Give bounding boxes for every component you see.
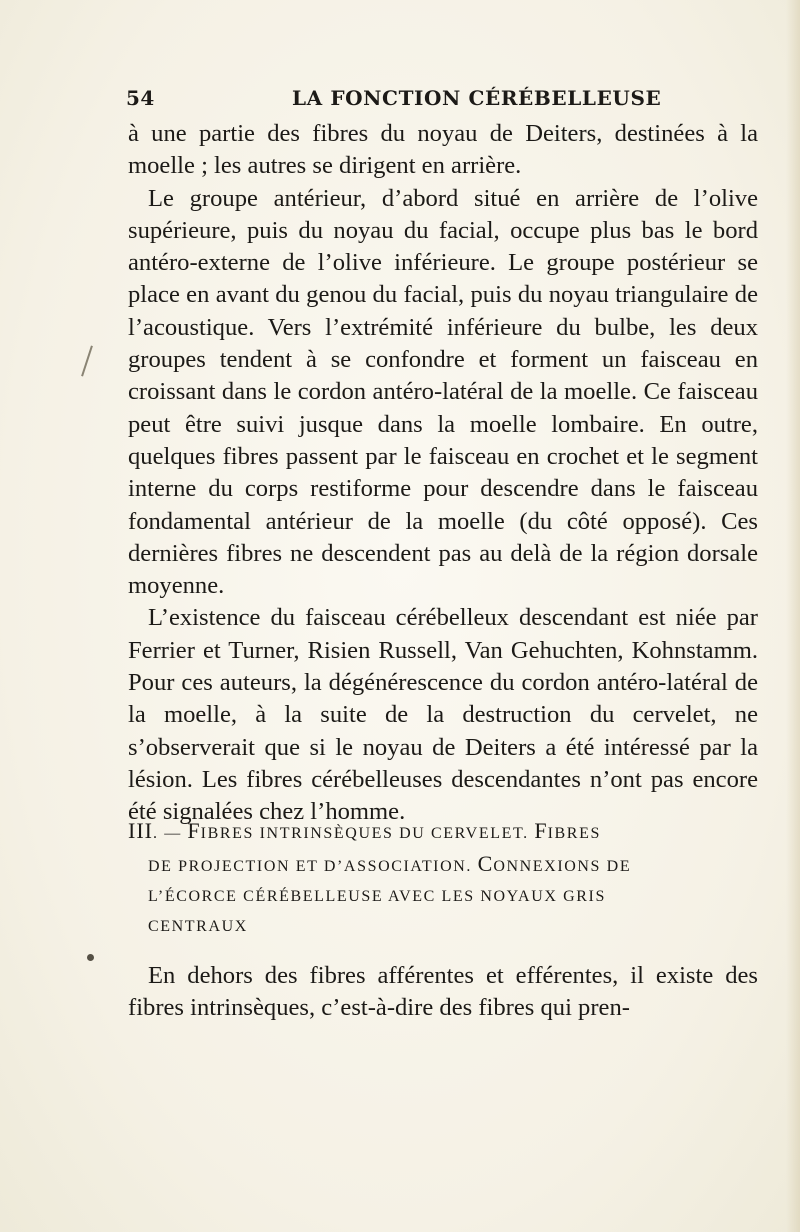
running-title: LA FONCTION CÉRÉBELLEUSE: [292, 86, 662, 110]
running-head: [126, 86, 756, 116]
section-heading-line-4: CENTRAUX: [148, 918, 248, 935]
ink-speck: [87, 954, 94, 961]
section-heading-line-2: DE PROJECTION ET D’ASSOCIATION. CONNEXIONS DE: [148, 851, 632, 876]
paragraph-continuation: à une partie des fibres du noyau de Deiters, destinées à la moelle ; les autres se dirigent en arrière.: [128, 120, 758, 180]
paragraph-existence: L’existence du faisceau cérébelleux descendant est niée par Ferrier et Turner, Risien Russell, Van Gehuchten, Kohnstamm. Pour ces auteurs, la dégénérescence du cordon antéro-latéral de la moelle, à la suite de la destruction du cervelet, ne s’observerait que si le noyau de Deiters a été intéressé par la lésion. Les fibres cérébelleuses descendantes n’ont pas encore été signalées chez l’homme.: [128, 604, 758, 826]
page-number: 54: [126, 86, 155, 110]
section-heading-line-1: III. — FIBRES INTRINSÈQUES DU CERVELET. FIBRES: [128, 818, 601, 843]
closing-body-text: [128, 960, 758, 1025]
body-text: [128, 118, 758, 829]
paragraph-groupes: Le groupe antérieur, d’abord situé en arrière de l’olive supérieure, puis du noyau du facial, occupe plus bas le bord antéro-externe de l’olive inférieure. Le groupe postérieur se place en avant du genou du facial, puis du noyau triangulaire de l’acoustique. Vers l’extrémité inférieure du bulbe, les deux groupes tendent à se confondre et forment un faisceau en croissant dans le cordon antéro-latéral de la moelle. Ce faisceau peut être suivi jusque dans la moelle lombaire. En outre, quelques fibres passent par le faisceau en crochet et le segment interne du corps restiforme pour descendre dans le faisceau fondamental antérieur de la moelle (du côté opposé). Ces dernières fibres ne descendent pas au delà de la région dorsale moyenne.: [128, 184, 758, 600]
section-heading-line-3: L’ÉCORCE CÉRÉBELLEUSE AVEC LES NOYAUX GRIS: [148, 888, 606, 905]
page-edge-shading: [786, 0, 800, 1232]
paragraph-intrinseques: En dehors des fibres afférentes et efférentes, il existe des fibres intrinsèques, c’est-à-dire des fibres qui pren-: [128, 962, 758, 1022]
section-heading: [128, 816, 756, 942]
